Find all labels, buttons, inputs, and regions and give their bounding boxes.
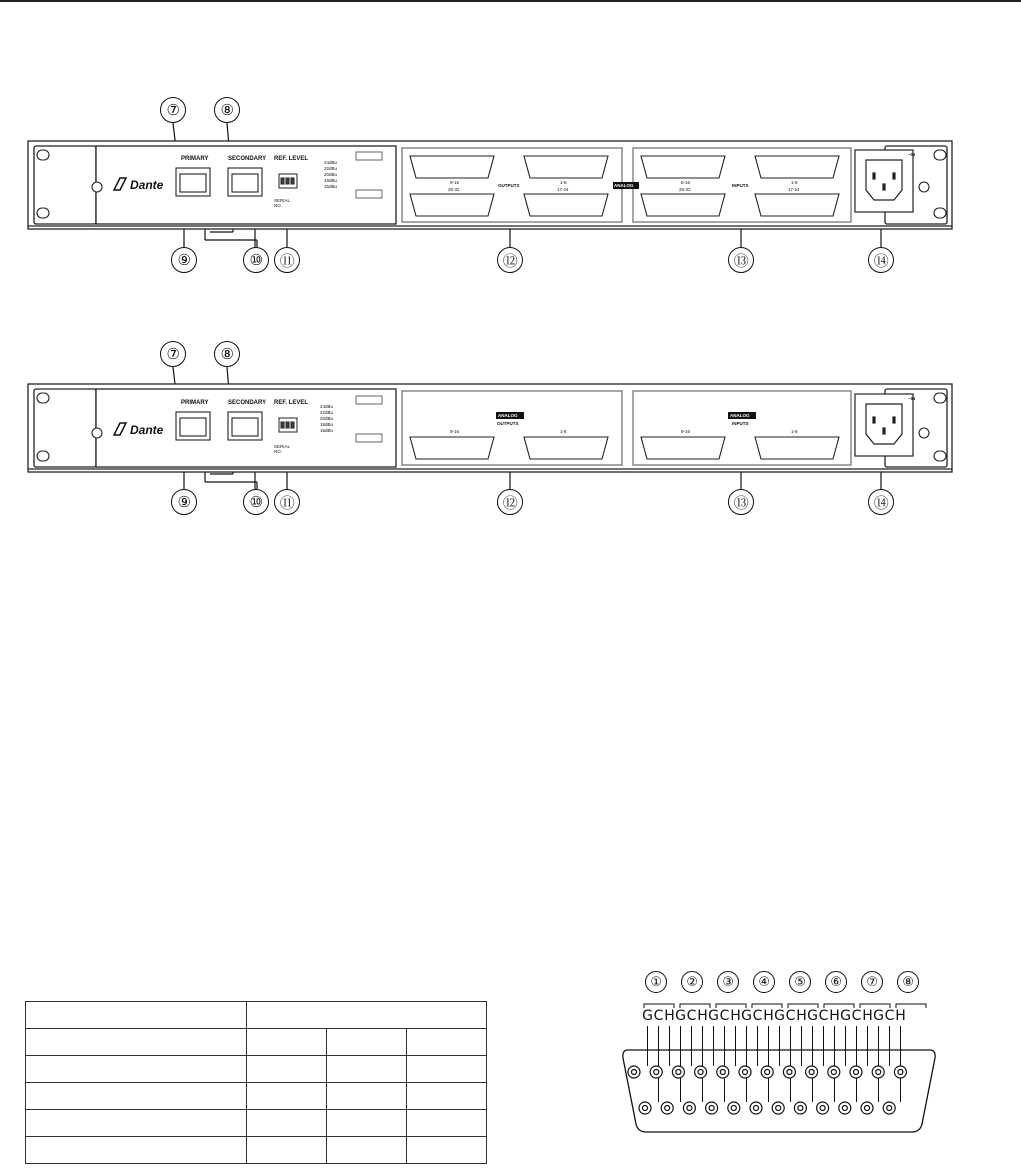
db25-pin-center [854, 1070, 859, 1075]
callout-ref-level-switch: ⑪ [274, 247, 300, 273]
in-range-label: 1-8 [791, 429, 798, 434]
callout-ac-inlet: ⑭ [868, 247, 894, 273]
db25-pin-center [676, 1070, 681, 1075]
pin-letter: H [697, 1008, 708, 1024]
analog-label: ANALOG [498, 413, 518, 418]
out-range-label: 25-32 [448, 187, 460, 192]
callout-analog-outputs: ⑫ [497, 489, 523, 515]
ref-level-option: 24dBu [320, 404, 334, 409]
primary-label: PRIMARY [181, 400, 209, 406]
pin-letter: G [708, 1008, 719, 1024]
out-range-label: 9-16 [450, 429, 460, 434]
in-range-label: 25-32 [679, 187, 691, 192]
db25-pin-center [632, 1070, 637, 1075]
callout-secondary-port: ⑧ [214, 97, 240, 123]
channel-number: ⑤ [789, 971, 811, 993]
ref-level-label: REF. LEVEL [274, 400, 309, 406]
db25-pin-center [687, 1106, 692, 1111]
analog-label: ANALOG [730, 413, 750, 418]
out-range-label: 1-8 [560, 429, 567, 434]
db25-pin-center [731, 1106, 736, 1111]
db25-pin-center [787, 1070, 792, 1075]
pin-letter: C [818, 1008, 829, 1024]
out-range-label: 17-24 [557, 187, 569, 192]
db25-pin-center [798, 1106, 803, 1111]
outputs-label: OUTPUTS [498, 183, 520, 188]
db25-pin-center [765, 1070, 770, 1075]
pin-letter: H [895, 1008, 906, 1024]
secondary-label: SECONDARY [228, 400, 267, 406]
db25-pin-center [842, 1106, 847, 1111]
channel-number: ③ [717, 971, 739, 993]
db25-pin-center [654, 1070, 659, 1075]
callout-analog-inputs: ⑬ [728, 489, 754, 515]
pin-letter: G [675, 1008, 686, 1024]
serial-label: SERIAL NO. [274, 444, 290, 454]
ref-level-option: 20dBu [320, 416, 334, 421]
primary-label: PRIMARY [181, 156, 209, 162]
pin-letter: H [829, 1008, 840, 1024]
secondary-label: SECONDARY [228, 156, 267, 162]
pin-letter: C [884, 1008, 895, 1024]
db25-pin-center [776, 1106, 781, 1111]
ref-level-option: 24dBu [324, 160, 338, 165]
db25-pin-center [754, 1106, 759, 1111]
db25-pin-center [743, 1070, 748, 1075]
pin-letter: G [642, 1008, 653, 1024]
callout-ac-inlet: ⑭ [868, 489, 894, 515]
pin-letter: C [653, 1008, 664, 1024]
ref-level-option: 22dBu [320, 410, 334, 415]
pin-letter: H [763, 1008, 774, 1024]
ref-level-option: 15dBu [324, 184, 338, 189]
pin-letter: G [774, 1008, 785, 1024]
ref-level-option: 18dBu [324, 178, 338, 183]
pin-letter: H [730, 1008, 741, 1024]
pin-letter: C [785, 1008, 796, 1024]
channel-number: ① [645, 971, 667, 993]
pin-letter: C [719, 1008, 730, 1024]
ref-level-option: 20dBu [324, 172, 338, 177]
ref-level-option: 22dBu [324, 166, 338, 171]
db25-pin-center [820, 1106, 825, 1111]
callout-primary-port: ⑦ [160, 97, 186, 123]
channel-number: ⑥ [825, 971, 847, 993]
callout-analog-inputs: ⑬ [728, 247, 754, 273]
ref-level-option: 18dBu [320, 422, 334, 427]
db25-pin-center [698, 1070, 703, 1075]
in-range-label: 9-16 [681, 429, 691, 434]
pin-letter: C [686, 1008, 697, 1024]
db25-pin-center [876, 1070, 881, 1075]
dante-brand-label: Dante [130, 178, 164, 192]
inputs-label: INPUTS [732, 183, 749, 188]
in-range-label: 1-8 [791, 180, 798, 185]
in-range-label: 17-24 [788, 187, 800, 192]
db25-pin-center [831, 1070, 836, 1075]
channel-number: ④ [753, 971, 775, 993]
callout-ref-level-switch: ⑪ [274, 489, 300, 515]
ac-in-label: ~IN [908, 396, 916, 401]
ac-in-label: ~IN [908, 152, 916, 157]
pin-letter: H [862, 1008, 873, 1024]
ref-level-option: 15dBu [320, 428, 334, 433]
callout-secondary-led: ⑩ [243, 247, 269, 273]
pin-letter: H [664, 1008, 675, 1024]
callout-primary-port: ⑦ [160, 341, 186, 367]
callout-secondary-led: ⑩ [243, 489, 269, 515]
inputs-label: INPUTS [732, 421, 749, 426]
db25-pin-center [709, 1106, 714, 1111]
dante-brand-label: Dante [130, 423, 164, 437]
analog-label: ANALOG [614, 183, 634, 188]
callout-primary-led: ⑨ [171, 489, 197, 515]
outputs-label: OUTPUTS [497, 421, 519, 426]
out-range-label: 1-8 [560, 180, 567, 185]
db25-pin-center [887, 1106, 892, 1111]
in-range-label: 9-16 [681, 180, 691, 185]
callout-analog-outputs: ⑫ [497, 247, 523, 273]
db25-pin-center [665, 1106, 670, 1111]
pin-letter: C [851, 1008, 862, 1024]
pin-letter: H [796, 1008, 807, 1024]
channel-number: ② [681, 971, 703, 993]
pin-letter: G [840, 1008, 851, 1024]
db25-pin-center [898, 1070, 903, 1075]
db25-pin-center [809, 1070, 814, 1075]
pin-letter: G [807, 1008, 818, 1024]
out-range-label: 9-16 [450, 180, 460, 185]
pin-letter: G [873, 1008, 884, 1024]
callout-secondary-port: ⑧ [214, 341, 240, 367]
db25-pin-center [643, 1106, 648, 1111]
db25-pin-center [865, 1106, 870, 1111]
channel-number: ⑦ [861, 971, 883, 993]
channel-number: ⑧ [897, 971, 919, 993]
pin-letter: G [741, 1008, 752, 1024]
pin-letter: C [752, 1008, 763, 1024]
serial-label: SERIAL NO. [274, 198, 290, 208]
ref-level-label: REF. LEVEL [274, 156, 309, 162]
db25-pin-center [720, 1070, 725, 1075]
callout-primary-led: ⑨ [171, 247, 197, 273]
